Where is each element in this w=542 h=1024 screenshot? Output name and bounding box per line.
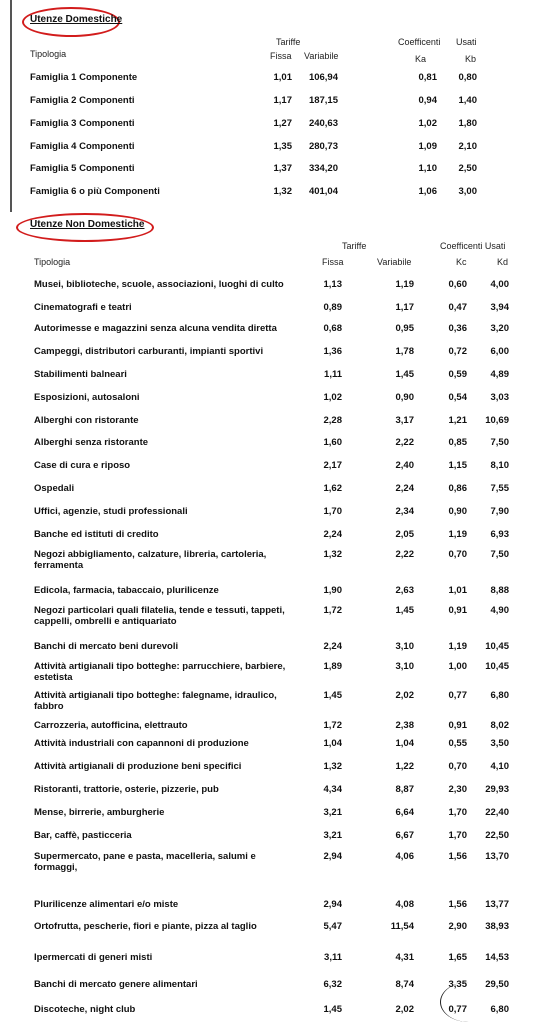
fissa-value: 2,24 (323, 529, 342, 540)
kd-value: 29,50 (485, 979, 509, 990)
fissa-value: 1,35 (273, 141, 292, 152)
row-label: Autorimesse e magazzini senza alcuna vendita diretta (34, 323, 277, 334)
fissa-value: 0,68 (323, 323, 342, 334)
kb-value: 3,00 (458, 186, 477, 197)
kb-value: 1,80 (458, 118, 477, 129)
variabile-value: 2,02 (395, 1004, 414, 1015)
variabile-value: 2,24 (395, 483, 414, 494)
fissa-value: 1,11 (324, 369, 342, 380)
ka-value: 0,94 (418, 95, 437, 106)
variabile-value: 2,02 (395, 690, 414, 701)
kd-value: 29,93 (485, 784, 509, 795)
variabile-value: 3,17 (395, 415, 414, 426)
kd-value: 10,45 (485, 641, 509, 652)
header-kd: Kd (497, 257, 509, 267)
fissa-value: 1,70 (323, 506, 342, 517)
fissa-value: 0,89 (323, 302, 342, 313)
variabile-value: 2,22 (395, 549, 414, 560)
row-label: Famiglia 3 Componenti (30, 118, 135, 129)
fissa-value: 2,24 (323, 641, 342, 652)
fissa-value: 1,45 (323, 1004, 342, 1015)
variabile-value: 1,04 (395, 738, 414, 749)
row-label: Banche ed istituti di credito (34, 529, 159, 540)
header-fissa-nd: Fissa (322, 257, 344, 267)
kd-value: 10,45 (485, 661, 509, 672)
header-kb: Kb (465, 54, 477, 64)
fissa-value: 1,01 (273, 72, 292, 83)
row-label: Negozi particolari quali filatelia, tende e tessuti, tappeti, (34, 605, 285, 616)
row-label: Alberghi senza ristorante (34, 437, 149, 448)
fissa-value: 1,13 (323, 279, 342, 290)
kc-value: 2,30 (448, 784, 467, 795)
row-label: Cinematografi e teatri (34, 302, 132, 313)
fissa-value: 1,04 (323, 738, 342, 749)
kc-value: 0,54 (448, 392, 467, 403)
row-label: Attività industriali con capannoni di produzione (34, 738, 249, 749)
variabile-value: 2,40 (395, 460, 414, 471)
kd-value: 14,53 (485, 952, 509, 963)
kd-value: 6,00 (490, 346, 509, 357)
kd-value: 6,93 (490, 529, 509, 540)
row-label: Case di cura e riposo (34, 460, 131, 471)
left-margin-line (10, 0, 12, 212)
kc-value: 0,91 (448, 605, 467, 616)
variabile-value: 240,63 (308, 118, 338, 129)
fissa-value: 2,17 (323, 460, 342, 471)
fissa-value: 1,62 (323, 483, 342, 494)
variabile-value: 3,10 (395, 661, 414, 672)
kd-value: 3,20 (490, 323, 509, 334)
variabile-value: 6,64 (395, 807, 414, 818)
variabile-value: 4,31 (395, 952, 414, 963)
ka-value: 0,81 (418, 72, 437, 83)
kd-value: 4,89 (490, 369, 509, 380)
header-tipologia: Tipologia (30, 49, 67, 59)
header-usati: Usati (456, 37, 477, 47)
fissa-value: 2,94 (323, 899, 342, 910)
fissa-value: 1,89 (323, 661, 342, 672)
variabile-value: 106,94 (308, 72, 338, 83)
variabile-value: 401,04 (308, 186, 338, 197)
variabile-value: 1,78 (395, 346, 414, 357)
fissa-value: 1,36 (323, 346, 342, 357)
variabile-value: 2,38 (395, 720, 414, 731)
fissa-value: 1,60 (323, 437, 342, 448)
kd-value: 10,69 (485, 415, 509, 426)
variabile-value: 8,74 (395, 979, 414, 990)
variabile-value: 4,06 (395, 851, 414, 862)
kc-value: 0,77 (448, 1004, 467, 1015)
kc-value: 0,55 (448, 738, 467, 749)
kc-value: 1,70 (448, 830, 467, 841)
variabile-value: 2,05 (395, 529, 414, 540)
variabile-value: 1,45 (395, 369, 414, 380)
row-label: Mense, birrerie, amburgherie (34, 807, 165, 818)
kc-value: 2,90 (448, 921, 467, 932)
kc-value: 3,35 (448, 979, 467, 990)
row-label: Stabilimenti balneari (34, 369, 127, 380)
kc-value: 1,21 (448, 415, 467, 426)
section-title-non-domestic: Utenze Non Domestiche (30, 219, 145, 230)
row-label: Ristoranti, trattorie, osterie, pizzerie, pub (34, 784, 219, 795)
kc-value: 0,77 (448, 690, 467, 701)
header-variabile-nd: Variabile (377, 257, 412, 267)
header-tariffe-nd: Tariffe (342, 241, 367, 251)
section-title-domestic: Utenze Domestiche (30, 14, 123, 25)
variabile-value: 0,95 (395, 323, 414, 334)
header-tariffe: Tariffe (276, 37, 301, 47)
row-label: Attività artigianali di produzione beni specifici (34, 761, 242, 772)
header-variabile: Variabile (304, 51, 339, 61)
handwritten-check-mark (440, 982, 497, 1022)
fissa-value: 3,21 (323, 830, 342, 841)
kc-value: 1,19 (448, 529, 467, 540)
row-label: Ortofrutta, pescherie, fiori e piante, pizza al taglio (34, 921, 257, 932)
row-label: Carrozzeria, autofficina, elettrauto (34, 720, 188, 731)
row-label: Famiglia 1 Componente (30, 72, 138, 83)
ka-value: 1,02 (418, 118, 437, 129)
variabile-value: 2,34 (395, 506, 414, 517)
row-label: Banchi di mercato genere alimentari (34, 979, 198, 990)
kd-value: 3,50 (490, 738, 509, 749)
fissa-value: 1,27 (273, 118, 292, 129)
fissa-value: 5,47 (323, 921, 342, 932)
header-tipologia-nd: Tipologia (34, 257, 71, 267)
variabile-value: 11,54 (390, 921, 414, 932)
kd-value: 22,50 (485, 830, 509, 841)
row-label: Famiglia 4 Componenti (30, 141, 135, 152)
row-label: Famiglia 5 Componenti (30, 163, 135, 174)
fissa-value: 1,02 (323, 392, 342, 403)
ka-value: 1,09 (418, 141, 437, 152)
variabile-value: 3,10 (395, 641, 414, 652)
fissa-value: 2,94 (323, 851, 342, 862)
variabile-value: 1,22 (395, 761, 414, 772)
ka-value: 1,06 (418, 186, 437, 197)
kc-value: 0,36 (448, 323, 467, 334)
kd-value: 7,90 (490, 506, 509, 517)
fissa-value: 1,17 (273, 95, 292, 106)
header-coefficienti-nd: Coefficenti Usati (440, 241, 506, 251)
kc-value: 0,91 (448, 720, 467, 731)
variabile-value: 187,15 (308, 95, 338, 106)
fissa-value: 3,21 (323, 807, 342, 818)
kb-value: 2,10 (458, 141, 477, 152)
variabile-value: 8,87 (395, 784, 414, 795)
fissa-value: 1,32 (323, 549, 342, 560)
header-kc: Kc (456, 257, 467, 267)
fissa-value: 3,11 (324, 952, 342, 963)
kc-value: 0,60 (448, 279, 467, 290)
kc-value: 1,19 (448, 641, 467, 652)
fissa-value: 4,34 (323, 784, 342, 795)
fissa-value: 6,32 (323, 979, 342, 990)
kd-value: 4,90 (490, 605, 509, 616)
row-label: Supermercato, pane e pasta, macelleria, salumi e (34, 851, 256, 862)
variabile-value: 280,73 (308, 141, 338, 152)
ka-value: 1,10 (418, 163, 437, 174)
kd-value: 22,40 (485, 807, 509, 818)
row-label: Alberghi con ristorante (34, 415, 139, 426)
row-label: Negozi abbigliamento, calzature, libreria, cartoleria, (34, 549, 267, 560)
row-label: Edicola, farmacia, tabaccaio, plurilicenze (34, 585, 219, 596)
variabile-value: 334,20 (308, 163, 338, 174)
row-label: Bar, caffè, pasticceria (34, 830, 132, 841)
fissa-value: 1,72 (323, 605, 342, 616)
header-fissa: Fissa (270, 51, 292, 61)
kd-value: 3,94 (490, 302, 509, 313)
variabile-value: 2,22 (395, 437, 414, 448)
row-label: Attività artigianali tipo botteghe: parrucchiere, barbiere, (34, 661, 286, 672)
kd-value: 38,93 (485, 921, 509, 932)
kc-value: 0,72 (448, 346, 467, 357)
row-label: Banchi di mercato beni durevoli (34, 641, 179, 652)
kc-value: 0,90 (448, 506, 467, 517)
kb-value: 1,40 (458, 95, 477, 106)
kc-value: 1,00 (448, 661, 467, 672)
variabile-value: 2,63 (395, 585, 414, 596)
kc-value: 0,70 (448, 549, 467, 560)
kd-value: 7,55 (490, 483, 509, 494)
fissa-value: 2,28 (323, 415, 342, 426)
kc-value: 1,01 (448, 585, 467, 596)
row-label: Ospedali (34, 483, 75, 494)
row-label: Musei, biblioteche, scuole, associazioni, luoghi di culto (34, 279, 284, 290)
kd-value: 13,77 (485, 899, 509, 910)
kb-value: 0,80 (458, 72, 477, 83)
kd-value: 8,88 (490, 585, 509, 596)
header-coefficienti: Coefficenti (398, 37, 441, 47)
fissa-value: 1,37 (273, 163, 292, 174)
kd-value: 8,02 (490, 720, 509, 731)
kc-value: 1,70 (448, 807, 467, 818)
kd-value: 7,50 (490, 437, 509, 448)
fissa-value: 1,32 (273, 186, 292, 197)
row-label: Campeggi, distributori carburanti, impianti sportivi (34, 346, 264, 357)
kc-value: 0,85 (448, 437, 467, 448)
kd-value: 3,03 (490, 392, 509, 403)
variabile-value: 4,08 (395, 899, 414, 910)
kd-value: 8,10 (490, 460, 509, 471)
variabile-value: 1,19 (395, 279, 414, 290)
variabile-value: 1,17 (395, 302, 414, 313)
row-label: Attività artigianali tipo botteghe: falegname, idraulico, (34, 690, 277, 701)
variabile-value: 1,45 (395, 605, 414, 616)
kd-value: 4,10 (490, 761, 509, 772)
fissa-value: 1,32 (323, 761, 342, 772)
fissa-value: 1,72 (323, 720, 342, 731)
kc-value: 1,65 (448, 952, 467, 963)
kc-value: 1,15 (448, 460, 467, 471)
row-label: Plurilicenze alimentari e/o miste (34, 899, 179, 910)
header-ka: Ka (415, 54, 427, 64)
row-label: Ipermercati di generi misti (34, 952, 153, 963)
kb-value: 2,50 (458, 163, 477, 174)
kc-value: 0,86 (448, 483, 467, 494)
row-label: Discoteche, night club (34, 1004, 136, 1015)
kd-value: 7,50 (490, 549, 509, 560)
kd-value: 13,70 (485, 851, 509, 862)
kc-value: 1,56 (448, 851, 467, 862)
kd-value: 4,00 (490, 279, 509, 290)
row-label-continued: ferramenta (34, 560, 84, 571)
kc-value: 0,47 (448, 302, 467, 313)
kc-value: 0,59 (448, 369, 467, 380)
variabile-value: 0,90 (395, 392, 414, 403)
row-label-continued: cappelli, ombrelli e antiquariato (34, 616, 177, 627)
fissa-value: 1,45 (323, 690, 342, 701)
kd-value: 6,80 (490, 1004, 509, 1015)
kc-value: 0,70 (448, 761, 467, 772)
row-label: Famiglia 6 o più Componenti (30, 186, 160, 197)
fissa-value: 1,90 (323, 585, 342, 596)
kd-value: 6,80 (490, 690, 509, 701)
row-label-continued: estetista (34, 672, 73, 683)
row-label-continued: fabbro (34, 701, 64, 712)
variabile-value: 6,67 (395, 830, 414, 841)
kc-value: 1,56 (448, 899, 467, 910)
row-label-continued: formaggi, (34, 862, 78, 873)
row-label: Famiglia 2 Componenti (30, 95, 135, 106)
row-label: Uffici, agenzie, studi professionali (34, 506, 188, 517)
row-label: Esposizioni, autosaloni (34, 392, 140, 403)
